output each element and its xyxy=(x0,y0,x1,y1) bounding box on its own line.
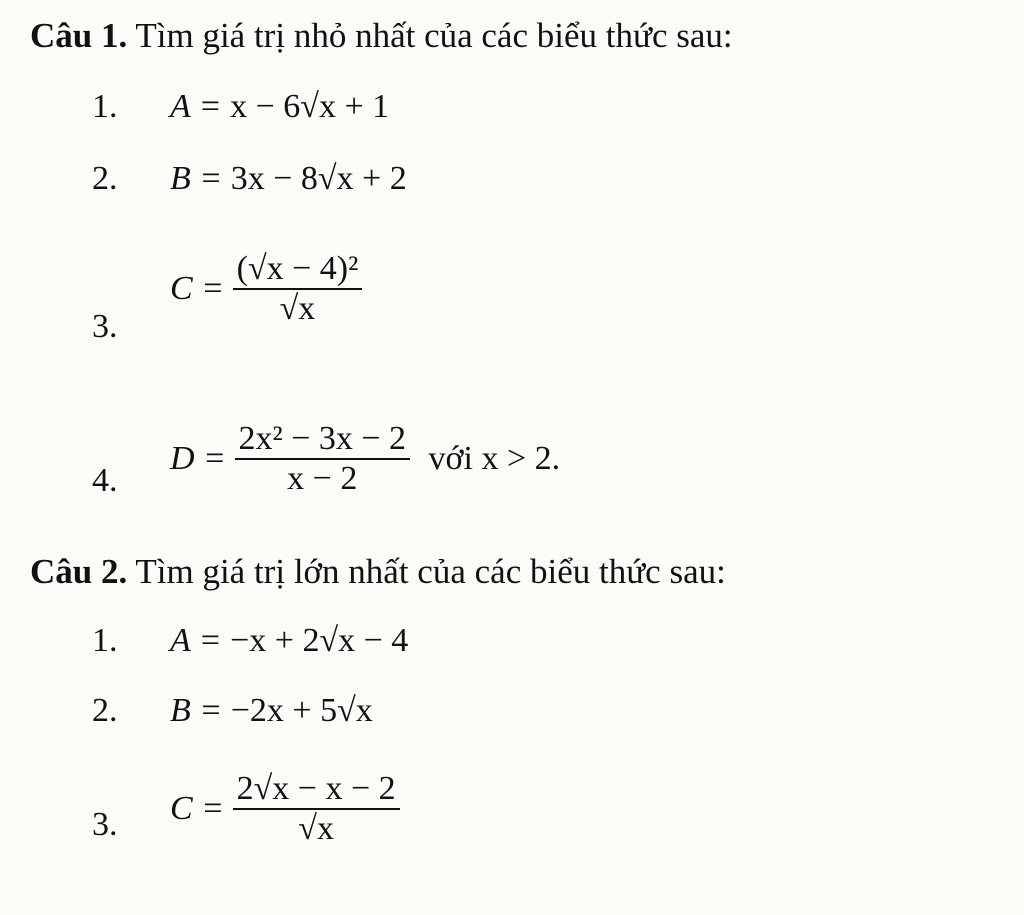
numerator: (√x − 4)² xyxy=(236,250,359,287)
expression: A = −x + 2√x − 4 xyxy=(170,622,409,659)
expression: B = −2x + 5√x xyxy=(170,692,373,729)
question-2-heading xyxy=(30,552,726,592)
item-number: 2. xyxy=(92,160,118,197)
numerator: 2√x − x − 2 xyxy=(236,770,396,807)
item-number: 1. xyxy=(92,88,118,125)
denominator: √x xyxy=(233,808,400,848)
item-number: 3. xyxy=(92,806,118,843)
question-2-label: Câu 2. xyxy=(30,552,128,591)
denominator: x − 2 xyxy=(235,458,411,498)
item-number: 1. xyxy=(92,622,118,659)
item-number: 4. xyxy=(92,462,118,499)
expression: C = $\frac{\text{(√x − 4)²}}{√x}$ xyxy=(170,250,362,328)
expression: B = 3x − 8√x + 2 xyxy=(170,160,407,197)
denominator: √x xyxy=(233,288,363,328)
question-1-text: Tìm giá trị nhỏ nhất của các biểu thức sau: xyxy=(135,16,733,55)
fraction xyxy=(235,420,411,498)
fraction xyxy=(233,250,363,328)
fraction xyxy=(233,770,400,848)
expression: C = $\frac{2√x - x - 2}{√x}$ xyxy=(170,770,400,848)
question-2-text: Tìm giá trị lớn nhất của các biểu thức sau: xyxy=(135,552,726,591)
item-number: 2. xyxy=(92,692,118,729)
numerator: 2x² − 3x − 2 xyxy=(238,420,407,457)
expression: D = $\frac{\text{2x² − 3x − 2}}{x - 2}$ với x > 2. xyxy=(170,420,561,497)
question-1-label: Câu 1. xyxy=(30,16,128,55)
question-1-heading xyxy=(30,16,733,56)
condition: với x > 2. xyxy=(428,440,561,477)
expression: A = x − 6√x + 1 xyxy=(170,88,390,125)
item-number: 3. xyxy=(92,308,118,345)
